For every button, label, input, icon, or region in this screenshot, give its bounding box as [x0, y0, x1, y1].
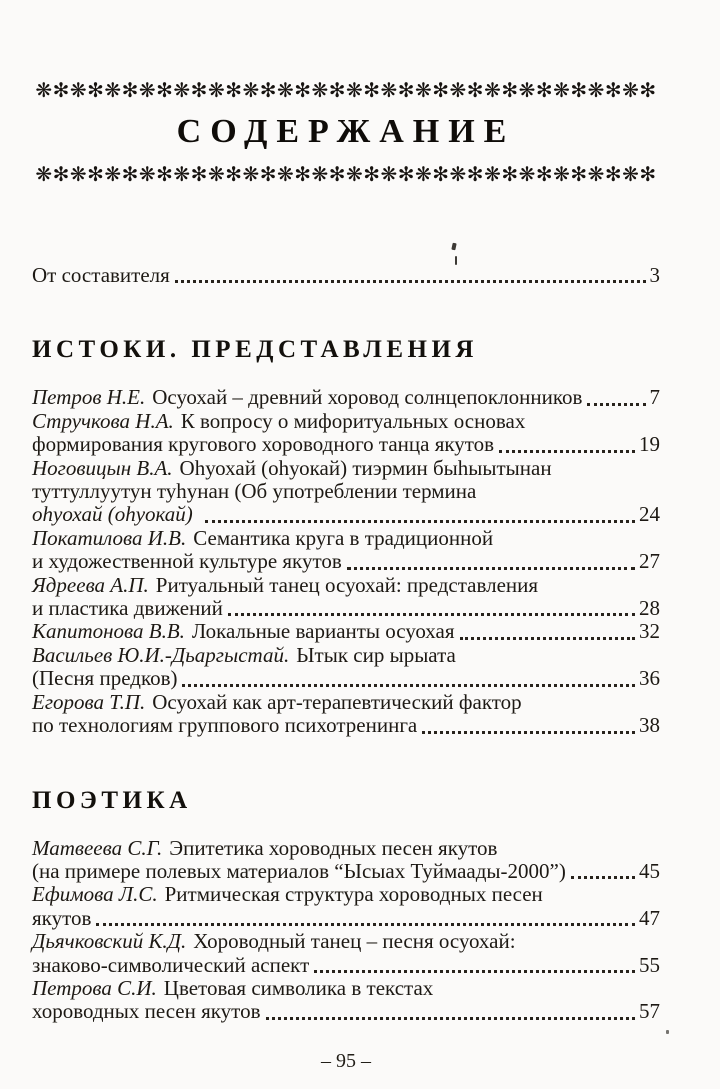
section-heading: ПОЭТИКА: [32, 786, 192, 814]
dotted-leader: [499, 450, 635, 453]
author-name: Васильев Ю.И.-Дьаргыстай.: [32, 642, 290, 667]
entry-text: Ритмическая структура хороводных песен: [164, 882, 543, 907]
author-name: Ноговицын В.А.: [32, 455, 173, 480]
entry-text: Локальные варианты осуохая: [191, 619, 455, 644]
toc-line: [32, 837, 660, 860]
toc-line: [32, 667, 660, 690]
toc-line: [32, 386, 660, 409]
page-ref: 38: [639, 713, 660, 738]
toc-line: [32, 457, 660, 480]
entry-text: Ытык сир ырыата: [296, 642, 456, 667]
entries-list: [32, 386, 660, 737]
page-ref: 3: [649, 263, 660, 287]
entry-text: и художественной культуре якутов: [32, 549, 342, 574]
toc-line: [32, 410, 660, 433]
toc-line: [32, 714, 660, 737]
author-name: Покатилова И.В.: [32, 525, 187, 550]
entry-text: по технологиям группового психотренинга: [32, 713, 418, 738]
dotted-leader: [587, 403, 645, 406]
author-name: Дьячковский К.Д.: [32, 929, 187, 954]
author-name: оһуохай (оһуокай): [32, 502, 193, 527]
toc-line: [32, 597, 660, 620]
dotted-leader: [228, 613, 635, 616]
entry-text: якутов: [32, 905, 92, 930]
scan-speck: [451, 243, 456, 251]
entry-text: Хороводный танец – песня осуохай:: [193, 929, 516, 954]
author-name: Петров Н.Е.: [32, 385, 146, 410]
entry-text: (Песня предков): [32, 666, 178, 691]
author-name: Капитонова В.В.: [32, 619, 185, 644]
toc-line: [32, 527, 660, 550]
toc-line: [32, 930, 660, 953]
author-name: Петрова С.И.: [32, 975, 157, 1000]
dotted-leader: [205, 520, 635, 523]
author-name: Матвеева С.Г.: [32, 835, 163, 860]
page-ref: 24: [639, 502, 660, 527]
toc-line: [32, 883, 660, 906]
author-name: Стручкова Н.А.: [32, 408, 174, 433]
entry-text: (на примере полевых материалов “Ысыах Туймаады-2000”): [32, 858, 566, 883]
entries-list: [32, 837, 660, 1024]
page-ref: 7: [649, 385, 660, 410]
toc-line: [32, 691, 660, 714]
toc-sections: [32, 337, 660, 1023]
dotted-leader: [96, 923, 635, 926]
page-ref: 27: [639, 549, 660, 574]
dotted-leader: [347, 567, 635, 570]
dotted-leader: [314, 970, 635, 973]
entry-text: Эпитетика хороводных песен якутов: [169, 835, 498, 860]
toc-line: [32, 1000, 660, 1023]
entry-text: От составителя: [32, 263, 170, 287]
entry-text: Ритуальный танец осуохай: представления: [155, 572, 539, 597]
toc-line: [32, 433, 660, 456]
page-ref: 28: [639, 596, 660, 621]
page-ref: 47: [639, 905, 660, 930]
page-ref: 45: [639, 858, 660, 883]
entry-text: К вопросу о мифоритуальных основах: [180, 408, 526, 433]
author-name: Егорова Т.П.: [32, 689, 146, 714]
dotted-leader: [175, 280, 646, 283]
entry-text: Осуохай – древний хоровод солнцепоклонников: [152, 385, 583, 410]
toc-line: [32, 574, 660, 597]
entry-text: Осуохай как арт-терапевтический фактор: [152, 689, 522, 714]
page-ref: 32: [639, 619, 660, 644]
page-ref: 19: [639, 432, 660, 457]
toc-entry-front: [32, 264, 660, 287]
toc-line: [32, 480, 660, 503]
section-heading: ИСТОКИ. ПРЕДСТАВЛЕНИЯ: [32, 336, 478, 364]
folio-page-number: – 95 –: [321, 1049, 371, 1072]
entry-text: знаково-символический аспект: [32, 952, 310, 977]
page-title: СОДЕРЖАНИЕ: [176, 113, 516, 150]
toc-line: [32, 550, 660, 573]
dotted-leader: [460, 637, 635, 640]
ornament-border-bottom: ❋✻❋✻❋✻❋✻❋✻❋✻❋✻❋✻❋✻❋✻❋✻❋✻❋✻❋✻❋✻❋✻❋✻❋✻: [35, 162, 657, 186]
toc-line: [32, 644, 660, 667]
toc-line: [32, 954, 660, 977]
entry-text: формирования кругового хороводного танца якутов: [32, 432, 495, 457]
entry-text: хороводных песен якутов: [32, 999, 261, 1024]
toc-line: [32, 907, 660, 930]
author-name: Ядреева А.П.: [32, 572, 149, 597]
toc-line: [32, 620, 660, 643]
entry-text: Семантика круга в традиционной: [193, 525, 494, 550]
entry-text: Оһуохай (оһуокай) тиэрмин быһыытынан: [179, 455, 552, 480]
toc-line: [32, 503, 660, 526]
dotted-leader: [422, 731, 635, 734]
page-ref: 36: [639, 666, 660, 691]
page-ref: 55: [639, 952, 660, 977]
author-name: Ефимова Л.С.: [32, 882, 158, 907]
toc-line: [32, 860, 660, 883]
dotted-leader: [266, 1017, 636, 1020]
toc-line: [32, 977, 660, 1000]
scan-speck: [455, 256, 457, 265]
page-ref: 57: [639, 999, 660, 1024]
dotted-leader: [571, 876, 635, 879]
entry-text: и пластика движений: [32, 596, 223, 621]
ornament-border-top: ❋✻❋✻❋✻❋✻❋✻❋✻❋✻❋✻❋✻❋✻❋✻❋✻❋✻❋✻❋✻❋✻❋✻❋✻: [35, 78, 657, 102]
dotted-leader: [182, 684, 635, 687]
scan-speck: [666, 1030, 669, 1034]
entry-text: туттуллуутун туһунан (Об употреблении термина: [32, 479, 477, 504]
entry-text: Цветовая символика в текстах: [163, 975, 434, 1000]
